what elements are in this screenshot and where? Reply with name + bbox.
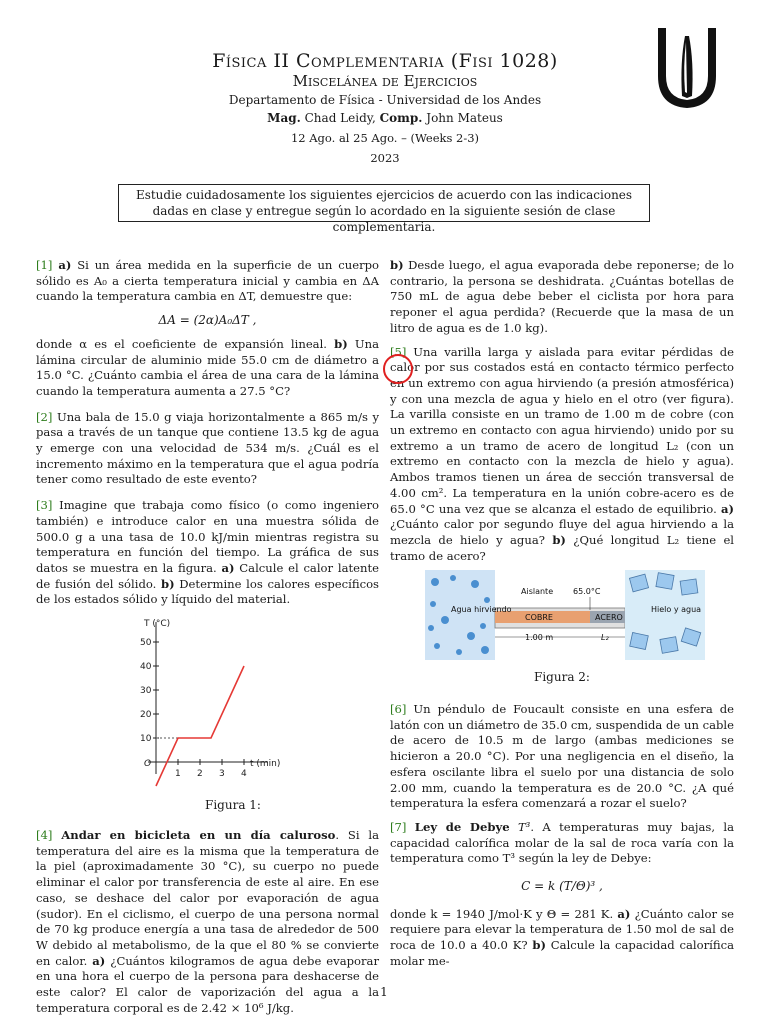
problem-1-cont	[36, 337, 379, 400]
debye-equation: C = k (T/Θ)³ ,	[521, 879, 603, 894]
dates: 12 Ago. al 25 Ago. – (Weeks 2-3)	[290, 131, 480, 145]
problem-text: Una lámina circular de aluminio mide 55.0 cm de diámetro a 15.0 °C. ¿Cuánto cambia el área de una cara de la lámina cuando la temperatura aumenta a 27.5 °C?	[36, 336, 379, 398]
problem-text: Desde luego, el agua evaporada debe reponerse; de lo contrario, la persona se deshidrata. ¿Cuántas botellas de 750 mL de agua debe beber el ciclista por hora para reponer el agua perdida? (Recuerde que la masa de un litro de agua es de 1.0 kg).	[390, 258, 735, 335]
x-tick-label: 3	[219, 769, 225, 779]
problem-text: Una bala de 15.0 g viaja horizontalmente a 865 m/s y pasa a través de un tanque que contiene 13.5 kg de agua y emerge con una velocidad de 534 m/s. ¿Cuál es el incremento máximo en la temperatura que el agua podría tener como resultado de este evento?	[36, 409, 379, 487]
problem-text: . A temperaturas muy bajas, la capacidad calorífica molar de la sal de roca varía con la temperatura como T³ según la ley de Debye:	[390, 819, 735, 866]
problem-number[interactable]: [7]	[390, 819, 407, 834]
problem-text: ¿Cuántos kilogramos de agua debe evaporar en una hora el cuerpo de la persona para deshacerse de este calor? El calor de vaporización del agua a la temperatura corporal es de 2.42 × 10⁶ J/kg.	[36, 953, 380, 1015]
problem-4	[36, 828, 379, 1016]
problem-number[interactable]: [6]	[390, 702, 407, 716]
author-name-2: John Mateus	[426, 111, 503, 125]
x-tick-label: 4	[241, 769, 247, 779]
x-axis-label: t (min)	[250, 759, 281, 769]
x-tick-label: 1	[175, 769, 181, 779]
instructions-box: Estudie cuidadosamente los siguientes ejercicios de acuerdo con las indicaciones dadas en clase y entregue según lo acordado en la siguiente sesión de clase complementaria.	[118, 184, 650, 222]
part-a-label: a)	[721, 501, 735, 516]
equation-area: ΔA = (2α)A₀ΔT ,	[158, 313, 257, 328]
problem-number[interactable]: [1]	[36, 258, 53, 272]
right-column-bottom	[390, 702, 734, 970]
problem-5	[390, 345, 734, 565]
problem-text: Si un área medida en la superficie de un cuerpo sólido es A₀ a cierta temperatura inicial y cambia en ΔA cuando la temperatura cambia en ΔT, demuestre que:	[36, 258, 380, 304]
y-tick-label: 40	[140, 662, 152, 672]
temperature-series-line	[156, 666, 244, 786]
left-column-bottom	[36, 828, 379, 1016]
figure-2-caption: Figura 2:	[534, 670, 590, 684]
author-name-1: Chad Leidy,	[304, 111, 376, 125]
part-a-label: a)	[221, 560, 235, 575]
problem-7-cont	[390, 907, 734, 970]
problem-text: ¿Cuánto calor por segundo fluye del agua hirviendo a la mezcla de hielo y agua?	[390, 517, 734, 547]
part-b-label: b)	[161, 576, 175, 591]
problem-number[interactable]: [5]	[390, 344, 407, 359]
insulation-label: Aislante	[521, 587, 554, 596]
part-b-label: b)	[334, 336, 348, 351]
left-column	[36, 258, 379, 608]
problem-text: Calcule la capacidad calorífica molar me-	[390, 938, 734, 968]
author-title-1: Mag.	[267, 111, 301, 125]
authors	[130, 111, 640, 125]
part-a-label: a)	[58, 258, 72, 272]
problem-text: Una varilla larga y aislada para evitar pérdidas de calor por sus costados está en contacto térmico perfecto en un extremo con agua hirviendo (a presión atmosférica) y con una mezcla de agua y hielo en el otro (ver figura). La varilla consiste en un tramo de 1.00 m de cobre (con un extremo en contacto con agua hirviendo) unido por su extremo a un tramo de acero de longitud L₂ (con un extremo en contacto con la mezcla de hielo y agua). Ambos tramos tienen un área de sección transversal de 4.00 cm². La temperatura en la unión cobre-acero es de 65.0 °C una vez que se alcanza el estado de equilibrio.	[390, 344, 734, 516]
copper-label: COBRE	[525, 613, 553, 622]
ice-water-label: Hielo y agua	[651, 605, 702, 614]
problem-text: Calcule el calor latente de fusión del sólido.	[36, 560, 379, 591]
figure-1-caption: Figura 1:	[205, 798, 261, 812]
problem-text: Un péndulo de Foucault consiste en una esfera de latón con un diámetro de 35.0 cm, suspendida de un cable de acero de 10.5 m de largo (ambas mediciones se hicieron a 20.0 °C). Por una negligencia en el diseño, la esfera oscilante libra el suelo por una distancia de solo 2.00 mm, cuando la temperatura es de 20.0 °C. ¿A qué temperatura la esfera comenzará a rozar el suelo?	[390, 702, 734, 811]
problem-number[interactable]: [4]	[36, 828, 53, 842]
problem-heading: Ley de Debye	[414, 819, 510, 834]
document-title: Física II Complementaria (Fisi 1028)	[212, 50, 558, 72]
problem-number[interactable]: [2]	[36, 409, 53, 424]
part-a-label: a)	[92, 953, 106, 968]
author-title-2: Comp.	[379, 111, 423, 125]
document-subtitle: Miscelánea de Ejercicios	[292, 72, 478, 90]
problem-7	[390, 820, 734, 867]
problem-6	[390, 702, 734, 812]
department: Departamento de Física - Universidad de los Andes	[228, 93, 542, 107]
y-tick-label: 20	[140, 710, 152, 720]
year: 2023	[370, 151, 400, 165]
y-tick-label: 10	[140, 734, 152, 744]
problem-heading: Andar en bicicleta en un día caluroso	[61, 828, 336, 842]
problem-3	[36, 498, 379, 608]
length-1-label: 1.00 m	[525, 633, 554, 642]
problem-text: ¿Cuánto calor se requiere para elevar la temperatura de 1.50 mol de sal de roca de 10.0 a 40.0 K?	[390, 906, 735, 953]
origin-label: O	[144, 759, 152, 769]
part-b-label: b)	[552, 532, 566, 547]
problem-text: donde k = 1940 J/mol·K y Θ = 281 K.	[390, 906, 614, 921]
junction-temp-label: 65.0°C	[573, 587, 601, 596]
steel-label: ACERO	[595, 613, 623, 622]
x-tick-label: 2	[197, 769, 203, 779]
problem-text: Imagine que trabaja como físico (o como ingeniero también) e introduce calor en una muestra sólida de 500.0 g a una tasa de 10.0 kJ/min mientras registra su temperatura en función del tiempo. La gráfica de sus datos se muestra en la figura.	[36, 498, 379, 575]
y-tick-label: 30	[140, 686, 152, 696]
problem-text: donde α es el coeficiente de expansión lineal.	[36, 336, 327, 351]
problem-1	[36, 258, 379, 305]
problem-text: . Si la temperatura del aire es la misma que la temperatura de la piel (aproximadamente 30 °C), su cuerpo no puede eliminar el calor por transferencia de este al aire. En ese caso, se deshace del calor por evaporación de agua (sudor). En el ciclismo, el cuerpo de una persona normal de 70 kg produce energía a una tasa de alrededor de 500 W debido al metabolismo, de la que el 80 % se convierte en calor.	[36, 828, 380, 968]
page-number: 1	[380, 985, 388, 999]
problem-text: ¿Qué longitud L₂ tiene el tramo de acero?	[390, 532, 735, 563]
problem-heading-tail: T³	[517, 819, 531, 834]
problem-number[interactable]: [3]	[36, 498, 53, 513]
part-a-label: a)	[617, 906, 631, 921]
problem-2	[36, 410, 379, 489]
right-column	[390, 258, 734, 564]
figure-1-chart	[128, 612, 298, 792]
length-2-label: L₂	[601, 633, 609, 642]
problem-text: Determine los calores específicos de los estados sólido y líquido del material.	[36, 576, 380, 607]
university-logo	[652, 22, 722, 112]
y-tick-label: 50	[140, 638, 152, 648]
annotation-circle	[383, 354, 413, 384]
part-b-label: b)	[532, 938, 546, 953]
problem-4-cont	[390, 258, 734, 337]
figure-2-diagram	[425, 570, 705, 660]
part-b-label: b)	[390, 258, 404, 272]
y-axis-label: T (°C)	[144, 619, 171, 629]
boiling-water-label: Agua hirviendo	[451, 605, 512, 614]
